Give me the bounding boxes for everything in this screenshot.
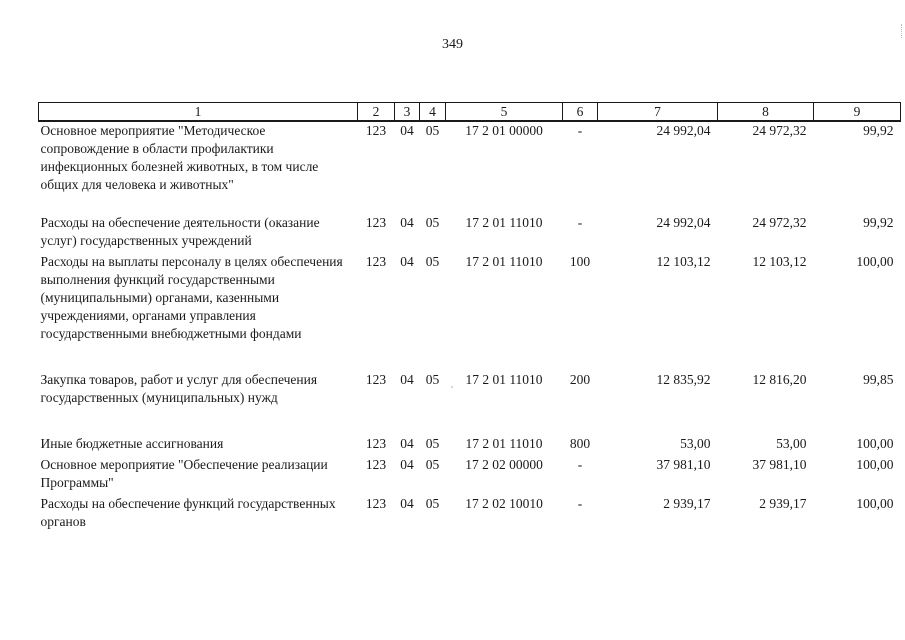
table-header-row <box>39 103 901 122</box>
row-csr: 17 2 02 10010 <box>465 496 543 511</box>
row-grbs: 123 <box>365 372 387 387</box>
row-vr: 800 <box>569 436 591 451</box>
header-col-7: 7 <box>598 103 718 122</box>
row-percent: 99,92 <box>863 215 894 230</box>
table-row <box>39 214 901 253</box>
row-percent: 100,00 <box>856 496 894 511</box>
row-grbs: 123 <box>365 215 387 230</box>
header-col-9: 9 <box>814 103 901 122</box>
row-name: Основное мероприятие "Методическое сопровождение в области профилактики инфекционных болезней животных, в том числе общих для человека и животных" <box>40 123 319 192</box>
row-plan: 12 103,12 <box>656 254 711 269</box>
row-plan: 12 835,92 <box>656 372 711 387</box>
row-vr: - <box>577 215 583 230</box>
row-rz: 04 <box>400 457 414 472</box>
budget-table <box>38 102 901 531</box>
row-csr: 17 2 01 00000 <box>465 123 543 138</box>
row-plan: 53,00 <box>680 436 711 451</box>
row-pr: 05 <box>425 457 440 472</box>
row-percent: 100,00 <box>856 457 894 472</box>
row-grbs: 123 <box>365 254 387 269</box>
row-name: Основное мероприятие "Обеспечение реализации Программы" <box>40 457 328 490</box>
row-csr: 17 2 01 11010 <box>465 215 543 230</box>
row-plan: 2 939,17 <box>663 496 711 511</box>
row-rz: 04 <box>400 215 414 230</box>
row-fact: 2 939,17 <box>759 496 807 511</box>
row-pr: 05 <box>425 496 440 511</box>
row-rz: 04 <box>400 496 414 511</box>
header-col-8: 8 <box>718 103 814 122</box>
row-rz: 04 <box>400 123 414 138</box>
row-grbs: 123 <box>365 123 387 138</box>
header-col-6: 6 <box>563 103 598 122</box>
row-csr: 17 2 02 00000 <box>465 457 543 472</box>
row-grbs: 123 <box>365 457 387 472</box>
row-percent: 99,85 <box>863 372 894 387</box>
row-name: Закупка товаров, работ и услуг для обеспечения государственных (муниципальных) нужд <box>40 372 318 405</box>
row-csr: 17 2 01 11010 <box>465 254 543 269</box>
table-row <box>39 121 901 214</box>
row-fact: 37 981,10 <box>752 457 807 472</box>
row-vr: 100 <box>569 254 591 269</box>
row-grbs: 123 <box>365 496 387 511</box>
row-fact: 12 816,20 <box>752 372 807 387</box>
row-csr: 17 2 01 11010 <box>465 372 543 387</box>
row-rz: 04 <box>400 372 414 387</box>
row-percent: 99,92 <box>863 123 894 138</box>
row-vr: - <box>577 496 583 511</box>
header-col-2: 2 <box>358 103 395 122</box>
row-plan: 24 992,04 <box>656 215 711 230</box>
row-name: Иные бюджетные ассигнования <box>40 436 224 451</box>
row-pr: 05 <box>425 254 440 269</box>
table-row <box>39 371 901 435</box>
header-col-4: 4 <box>420 103 446 122</box>
table-row <box>39 435 901 456</box>
row-plan: 24 992,04 <box>656 123 711 138</box>
row-plan: 37 981,10 <box>656 457 711 472</box>
row-percent: 100,00 <box>856 254 894 269</box>
row-pr: 05 <box>425 372 440 387</box>
row-fact: 12 103,12 <box>752 254 807 269</box>
row-fact: 53,00 <box>776 436 807 451</box>
table-row <box>39 456 901 495</box>
row-vr: 200 <box>569 372 591 387</box>
row-csr: 17 2 01 11010 <box>465 436 543 451</box>
row-name: Расходы на выплаты персоналу в целях обеспечения выполнения функций государственными (муниципальными) органами, казенными учреждениями, органами управления государственными внебюджетными фондами <box>40 254 343 341</box>
page-number: 349 <box>442 37 463 52</box>
header-col-1: 1 <box>39 103 358 122</box>
row-name: Расходы на обеспечение деятельности (оказание услуг) государственных учреждений <box>40 215 320 248</box>
row-name: Расходы на обеспечение функций государственных органов <box>40 496 336 529</box>
row-fact: 24 972,32 <box>752 123 807 138</box>
table-row <box>39 253 901 371</box>
scan-edge-mark <box>897 24 902 38</box>
table-row <box>39 495 901 531</box>
row-grbs: 123 <box>365 436 387 451</box>
row-fact: 24 972,32 <box>752 215 807 230</box>
row-percent: 100,00 <box>856 436 894 451</box>
row-rz: 04 <box>400 436 414 451</box>
row-vr: - <box>577 123 583 138</box>
row-pr: 05 <box>425 436 440 451</box>
row-rz: 04 <box>400 254 414 269</box>
row-vr: - <box>577 457 583 472</box>
row-pr: 05 <box>425 215 440 230</box>
row-pr: 05 <box>425 123 440 138</box>
header-col-3: 3 <box>395 103 420 122</box>
header-col-5: 5 <box>446 103 563 122</box>
